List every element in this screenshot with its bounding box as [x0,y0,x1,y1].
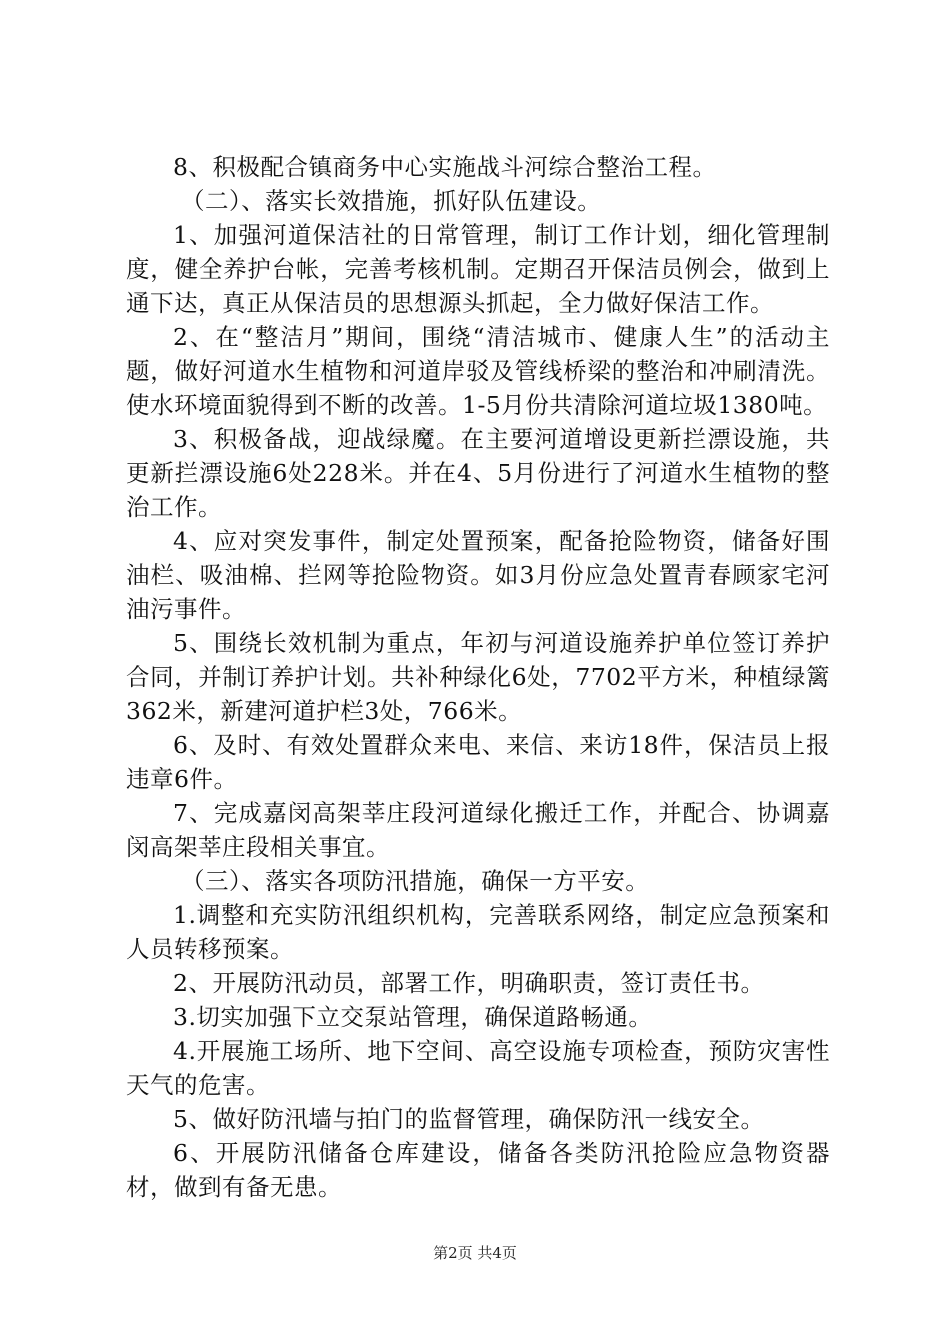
paragraph-flood-item-2: 2、开展防汛动员，部署工作，明确职责，签订责任书。 [173,969,765,997]
page-number-footer: 第2页 共4页 [433,1244,517,1262]
section-heading-2: （二）、落实长效措施，抓好队伍建设。 [181,187,602,215]
paragraph-item-3-green-algae: 3、积极备战，迎战绿魔。在主要河道增设更新拦漂设施，共更新拦漂设施6处228米。并在4、5月份进行了河道水生植物的整治工作。 [126,425,830,521]
paragraph-flood-item-4: 4.开展施工场所、地下空间、高空设施专项检查，预防灾害性天气的危害。 [126,1037,830,1099]
paragraph-item-4-emergency: 4、应对突发事件，制定处置预案，配备抢险物资，储备好围油栏、吸油棉、拦网等抢险物资。如3月份应急处置青春顾家宅河油污事件。 [126,527,830,623]
paragraph-flood-item-5: 5、做好防汛墙与拍门的监督管理，确保防汛一线安全。 [173,1105,765,1133]
paragraph-item-6-public-complaints: 6、及时、有效处置群众来电、来信、来访18件，保洁员上报违章6件。 [126,731,830,793]
paragraph-flood-item-3: 3.切实加强下立交泵站管理，确保道路畅通。 [173,1003,653,1031]
paragraph-flood-item-1: 1.调整和充实防汛组织机构，完善联系网络，制定应急预案和人员转移预案。 [126,901,830,963]
paragraph-item-5-long-term-mechanism: 5、围绕长效机制为重点，年初与河道设施养护单位签订养护合同，并制订养护计划。共补种绿化6处，7702平方米，种植绿篱362米，新建河道护栏3处，766米。 [126,629,830,725]
paragraph-flood-item-6: 6、开展防汛储备仓库建设，储备各类防汛抢险应急物资器材，做到有备无患。 [126,1139,830,1201]
paragraph-item-1-cleaning-management: 1、加强河道保洁社的日常管理，制订工作计划，细化管理制度，健全养护台帐，完善考核机制。定期召开保洁员例会，做到上通下达，真正从保洁员的思想源头抓起，全力做好保洁工作。 [126,221,830,317]
section-heading-3: （三）、落实各项防汛措施，确保一方平安。 [181,867,650,895]
paragraph-item-7-greening-relocation: 7、完成嘉闵高架莘庄段河道绿化搬迁工作，并配合、协调嘉闵高架莘庄段相关事宜。 [126,799,830,861]
paragraph-item-8-commercial-center: 8、积极配合镇商务中心实施战斗河综合整治工程。 [173,153,717,181]
paragraph-item-2-cleanliness-month: 2、在“整洁月”期间，围绕“清洁城市、健康人生”的活动主题，做好河道水生植物和河道岸驳及管线桥梁的整治和冲刷清洗。使水环境面貌得到不断的改善。1-5月份共清除河道垃圾1380吨。 [126,323,830,419]
document-body [126,150,830,1204]
